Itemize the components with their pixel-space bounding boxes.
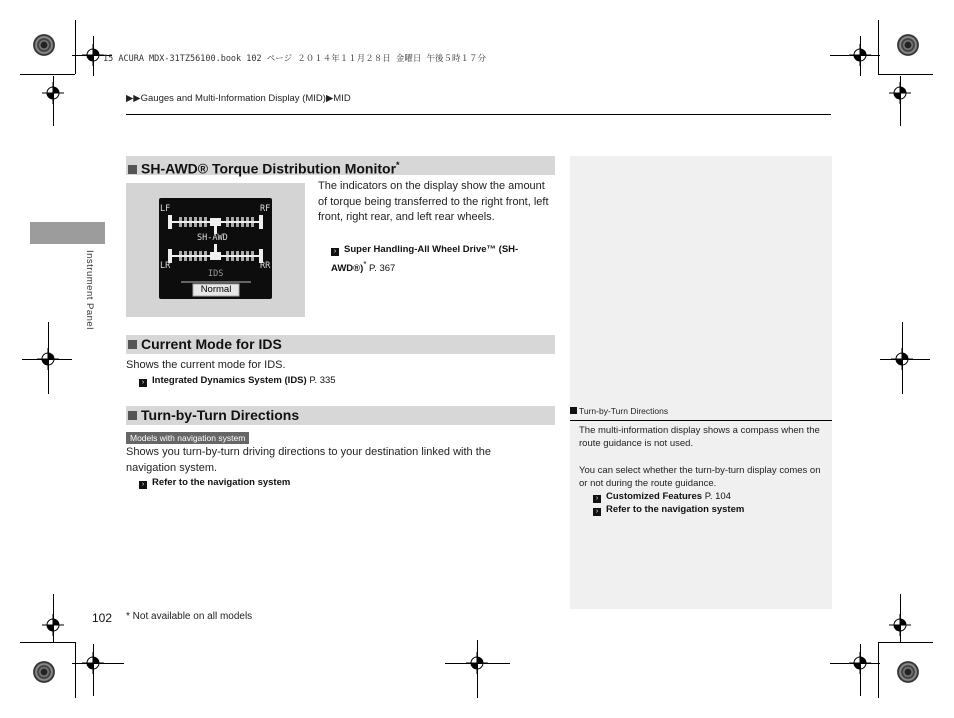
note-heading-text: Turn-by-Turn Directions [579, 406, 669, 416]
xref-title: Super Handling-All Wheel Drive™ (SH-AWD®) [331, 244, 519, 275]
notes-panel [570, 156, 832, 609]
xref-navigation[interactable] [139, 477, 290, 489]
footnote: * Not available on all models [126, 611, 253, 622]
registration-disc-icon [33, 34, 55, 56]
reference-arrow-icon: › [593, 495, 601, 503]
sh-awd-label: SH-AWD [197, 233, 228, 243]
breadcrumb-link-gauges[interactable]: Gauges and Multi-Information Display (MID) [140, 93, 326, 104]
ids-label: IDS [208, 269, 224, 279]
page-number: 102 [92, 611, 113, 625]
crosshair-icon [849, 44, 871, 66]
breadcrumb [126, 93, 351, 104]
crosshair-icon [82, 44, 104, 66]
rf-label: RF [260, 204, 271, 214]
section-heading-turn-by-turn [126, 406, 555, 425]
breadcrumb-arrow-icon: ▶ [325, 93, 334, 104]
xref-title: Refer to the navigation system [152, 477, 291, 488]
lr-label: LR [160, 261, 171, 271]
registration-disc-icon [897, 34, 919, 56]
section-heading-sh-awd [126, 156, 555, 175]
ids-mode-value: Normal [200, 284, 232, 295]
square-bullet-icon [128, 411, 137, 420]
section-heading-ids [126, 335, 555, 354]
chapter-label: Instrument Panel [84, 250, 95, 330]
rr-label: RR [260, 261, 271, 271]
reference-arrow-icon: › [139, 379, 147, 387]
lf-label: LF [160, 204, 171, 214]
xref-note-navigation[interactable] [593, 504, 744, 516]
registration-disc-icon [33, 661, 55, 683]
section-title: SH-AWD® Torque Distribution Monitor [141, 160, 397, 177]
chapter-tab[interactable] [30, 222, 105, 244]
xref-page: P. 335 [309, 375, 336, 386]
mid-screen [159, 198, 272, 299]
xref-title: Integrated Dynamics System (IDS) [152, 375, 307, 386]
xref-ids[interactable] [139, 375, 336, 387]
xref-page: P. 367 [369, 263, 396, 275]
xref-title: Customized Features [606, 491, 703, 502]
crosshair-icon [849, 652, 871, 674]
breadcrumb-arrow-icon: ▶▶ [126, 93, 141, 104]
model-tag: Models with navigation system [126, 432, 249, 444]
crosshair-icon [82, 652, 104, 674]
xref-title: Refer to the navigation system [606, 504, 745, 515]
sh-awd-description: The indicators on the display show the amount of torque being transferred to the right front, left front, right rear, and left rear wheels. [318, 180, 549, 224]
note-paragraph-1: The multi-information display shows a compass when the route guidance is not used. [579, 425, 820, 450]
header-rule [126, 114, 831, 115]
turn-by-turn-description: Shows you turn-by-turn driving directions to your destination linked with the navigation system. [126, 446, 492, 474]
availability-mark: * [396, 160, 400, 170]
reference-arrow-icon: › [139, 481, 147, 489]
note-paragraph-2: You can select whether the turn-by-turn display comes on or not during the route guidance. [579, 465, 821, 490]
note-marker-icon [570, 407, 577, 414]
ids-description: Shows the current mode for IDS. [126, 359, 286, 371]
square-bullet-icon [128, 340, 137, 349]
breadcrumb-link-mid[interactable]: MID [333, 93, 351, 104]
registration-disc-icon [897, 661, 919, 683]
note-heading [570, 406, 832, 416]
xref-sh-awd[interactable] [331, 242, 546, 276]
reference-arrow-icon: › [331, 248, 339, 256]
xref-customized-features[interactable] [593, 491, 731, 503]
section-title: Current Mode for IDS [141, 336, 282, 352]
xref-page: P. 104 [704, 491, 731, 502]
print-header: 15 ACURA MDX-31TZ56100.book 102 ページ ２０１４年１１月２８日 金曜日 午後５時１７分 [103, 54, 486, 64]
note-rule [570, 420, 832, 421]
reference-arrow-icon: › [593, 508, 601, 516]
section-title: Turn-by-Turn Directions [141, 407, 300, 423]
square-bullet-icon [128, 165, 137, 174]
availability-mark: * [363, 260, 367, 269]
